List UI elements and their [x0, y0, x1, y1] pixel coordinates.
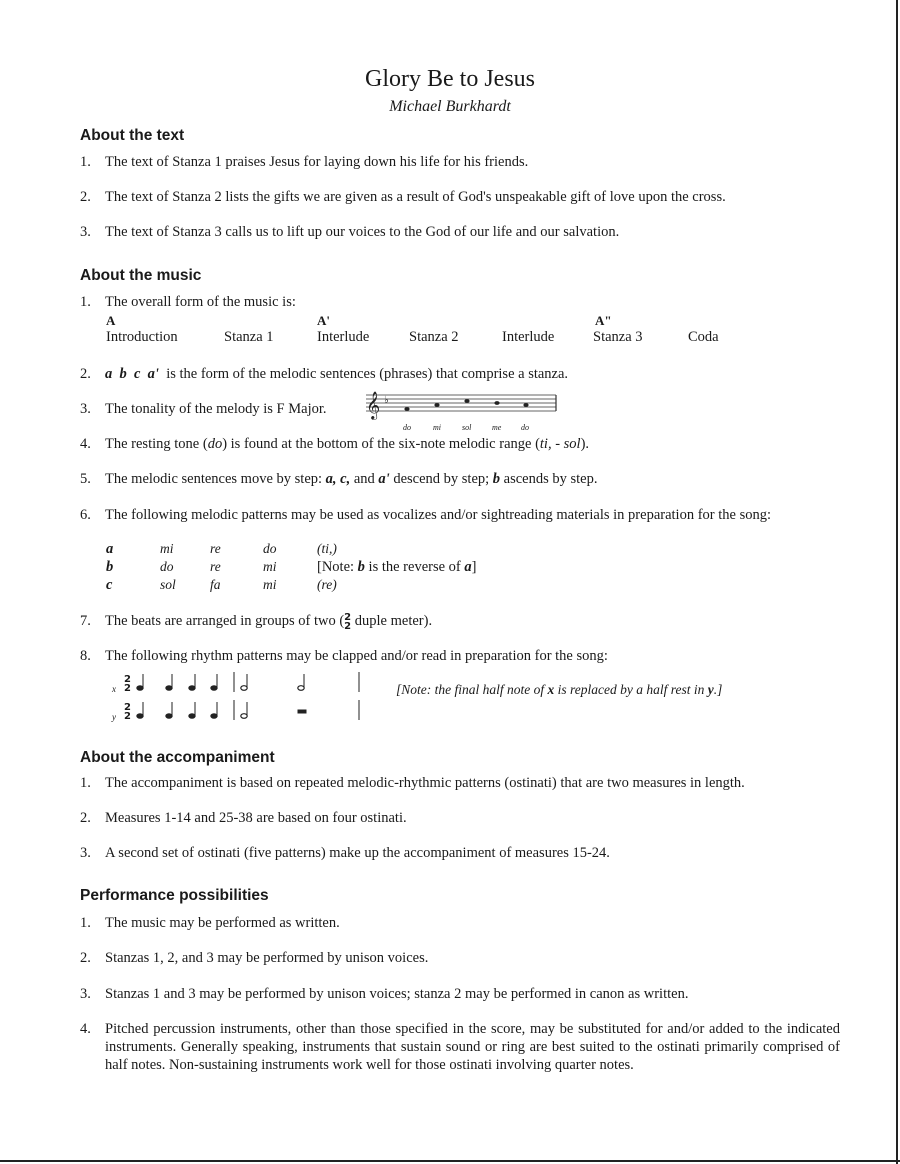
rhythm-label-x: x	[112, 684, 116, 694]
performance-item-2	[80, 949, 840, 967]
performance-item-3	[80, 985, 840, 1003]
form-part: Interlude	[502, 329, 555, 345]
item-number: 1.	[80, 294, 91, 310]
quarter-note	[166, 714, 172, 719]
staff-syllable: do	[403, 423, 411, 432]
form-part: Stanza 1	[224, 329, 274, 345]
pattern-label: b	[106, 559, 114, 575]
pattern-note: (re)	[317, 577, 337, 592]
item-number: 6.	[80, 507, 91, 523]
pattern-note: mi	[263, 559, 277, 574]
item-text: Stanzas 1 and 3 may be performed by unison voices; stanza 2 may be performed in canon as written.	[105, 986, 689, 1002]
pattern-label: c	[106, 577, 113, 593]
rhythm-note: [Note: the final half note of x is replaced by a half rest in y.]	[396, 682, 723, 697]
pattern-label: a	[106, 541, 114, 557]
staff-note	[464, 399, 469, 403]
rhythm-label-y: y	[112, 712, 116, 722]
item-number: 1.	[80, 154, 91, 170]
form-part: Stanza 2	[409, 329, 459, 345]
rhythm-pattern-y	[134, 698, 374, 724]
item-text: The accompaniment is based on repeated melodic-rhythmic patterns (ostinati) that are two measures in length.	[105, 775, 745, 791]
pattern-note: re	[210, 541, 221, 556]
phrase-letter: b	[492, 471, 501, 487]
item-text: ) is found at the bottom of the six-note melodic range (	[222, 436, 540, 452]
item-number: 2.	[80, 950, 91, 966]
item-text: descend by step;	[389, 471, 493, 487]
rhythm-meter: 2 2	[124, 702, 131, 722]
heading-performance: Performance possibilities	[80, 887, 269, 904]
phrase-letters: a b c a'	[105, 366, 159, 382]
item-number: 3.	[80, 401, 91, 417]
item-text: The following melodic patterns may be used as vocalizes and/or sightreading materials in preparation for the song:	[105, 507, 771, 523]
pattern-note: mi	[160, 541, 174, 556]
time-signature: 2 2	[344, 611, 352, 632]
item-number: 5.	[80, 471, 91, 487]
treble-clef-icon: 𝄞	[366, 391, 381, 419]
phrase-letter: a,	[325, 471, 337, 487]
item-text: Stanzas 1, 2, and 3 may be performed by unison voices.	[105, 950, 429, 966]
performance-item-4	[80, 1020, 840, 1074]
accompaniment-item-3	[80, 844, 840, 862]
quarter-note	[211, 686, 217, 691]
pattern-note: (ti,)	[317, 541, 337, 556]
text-item-3	[80, 223, 840, 241]
item-text: The tonality of the melody is F Major.	[105, 401, 327, 417]
solfege-range: ti, - sol	[539, 436, 581, 452]
music-item-8	[80, 647, 840, 665]
item-number: 4.	[80, 436, 91, 452]
item-text: is the form of the melodic sentences (phrases) that comprise a stanza.	[166, 366, 569, 382]
staff-note	[494, 401, 499, 405]
item-text: The text of Stanza 1 praises Jesus for laying down his life for his friends.	[105, 154, 529, 170]
quarter-note	[189, 714, 195, 719]
item-number: 2.	[80, 810, 91, 826]
half-note	[241, 686, 247, 691]
item-number: 7.	[80, 613, 91, 629]
item-text: Pitched percussion instruments, other than those specified in the score, may be substituted for and/or added to the indicated instruments. Generally speaking, instruments that sustain sound or ring are best suited to the ostinati primarily comprised of half notes. Non-sustaining instruments work well for those ostinati involving quarter notes.	[105, 1021, 840, 1073]
item-text: ascends by step.	[500, 471, 598, 487]
item-text: ).	[580, 436, 590, 452]
accompaniment-item-2	[80, 809, 840, 827]
rhythm-meter: 2 2	[124, 674, 131, 694]
music-item-5	[80, 470, 840, 488]
flat-icon: ♭	[384, 395, 389, 406]
half-note	[298, 686, 304, 691]
music-item-7	[80, 612, 840, 631]
item-text: The resting tone (	[105, 436, 208, 452]
item-text: A second set of ostinati (five patterns) make up the accompaniment of measures 15-24.	[105, 845, 610, 861]
staff-syllable: sol	[462, 423, 472, 432]
performance-item-1	[80, 914, 840, 932]
item-number: 2.	[80, 366, 91, 382]
author: Michael Burkhardt	[389, 98, 511, 115]
heading-about-accompaniment: About the accompaniment	[80, 749, 275, 766]
item-text: The melodic sentences move by step:	[105, 471, 326, 487]
item-number: 1.	[80, 915, 91, 931]
item-text: The text of Stanza 2 lists the gifts we are given as a result of God's unspeakable gift of love upon the cross.	[105, 189, 726, 205]
phrase-letter: c,	[340, 471, 351, 487]
item-text: The overall form of the music is:	[105, 294, 296, 310]
form-letter-a: A	[106, 313, 116, 328]
heading-about-music: About the music	[80, 267, 202, 284]
half-rest	[298, 710, 306, 713]
rhythm-pattern-x	[134, 670, 374, 696]
text-item-2	[80, 188, 840, 206]
quarter-note	[137, 714, 143, 719]
music-item-4	[80, 435, 840, 453]
quarter-note	[189, 686, 195, 691]
staff-note	[523, 403, 528, 407]
heading-about-text: About the text	[80, 127, 185, 144]
pattern-b-note: [Note: b is the reverse of a]	[317, 559, 477, 575]
pattern-note: do	[160, 559, 174, 574]
staff-note	[434, 403, 439, 407]
staff-syllable: me	[492, 423, 502, 432]
item-text: The text of Stanza 3 calls us to lift up our voices to the God of our life and our salvation.	[105, 224, 620, 240]
staff-note	[404, 407, 409, 411]
item-number: 4.	[80, 1021, 91, 1037]
accompaniment-item-1	[80, 774, 840, 792]
page-edge-bottom	[0, 1160, 900, 1162]
pattern-note: re	[210, 559, 221, 574]
quarter-note	[137, 686, 143, 691]
pattern-note: do	[263, 541, 277, 556]
text-item-1	[80, 153, 840, 171]
music-item-1	[80, 293, 840, 311]
form-letter-a-prime: A'	[317, 313, 330, 328]
music-item-6	[80, 506, 840, 524]
pattern-note: mi	[263, 577, 277, 592]
page-edge-right	[896, 0, 898, 1164]
item-text: Measures 1-14 and 25-38 are based on four ostinati.	[105, 810, 407, 826]
item-number: 3.	[80, 845, 91, 861]
music-item-2	[80, 365, 840, 383]
phrase-letter: a'	[378, 471, 390, 487]
staff-syllable: mi	[433, 423, 441, 432]
item-number: 3.	[80, 986, 91, 1002]
item-number: 3.	[80, 224, 91, 240]
item-text: and	[350, 471, 379, 487]
quarter-note	[166, 686, 172, 691]
quarter-note	[211, 714, 217, 719]
item-text: duple meter).	[351, 613, 433, 629]
item-text: The music may be performed as written.	[105, 915, 340, 931]
form-part: Interlude	[317, 329, 370, 345]
page-title: Glory Be to Jesus	[365, 66, 535, 92]
solfege-do: do	[207, 436, 223, 452]
staff-syllable: do	[521, 423, 529, 432]
item-number: 1.	[80, 775, 91, 791]
item-number: 8.	[80, 648, 91, 664]
pattern-note: fa	[210, 577, 221, 592]
form-part: Coda	[688, 329, 719, 345]
item-number: 2.	[80, 189, 91, 205]
form-part: Introduction	[106, 329, 178, 345]
item-text: The following rhythm patterns may be clapped and/or read in preparation for the song:	[105, 648, 608, 664]
form-part: Stanza 3	[593, 329, 643, 345]
half-note	[241, 714, 247, 719]
pattern-note: sol	[160, 577, 176, 592]
item-text: The beats are arranged in groups of two (	[105, 613, 345, 629]
form-letter-a-double-prime: A"	[595, 313, 612, 328]
